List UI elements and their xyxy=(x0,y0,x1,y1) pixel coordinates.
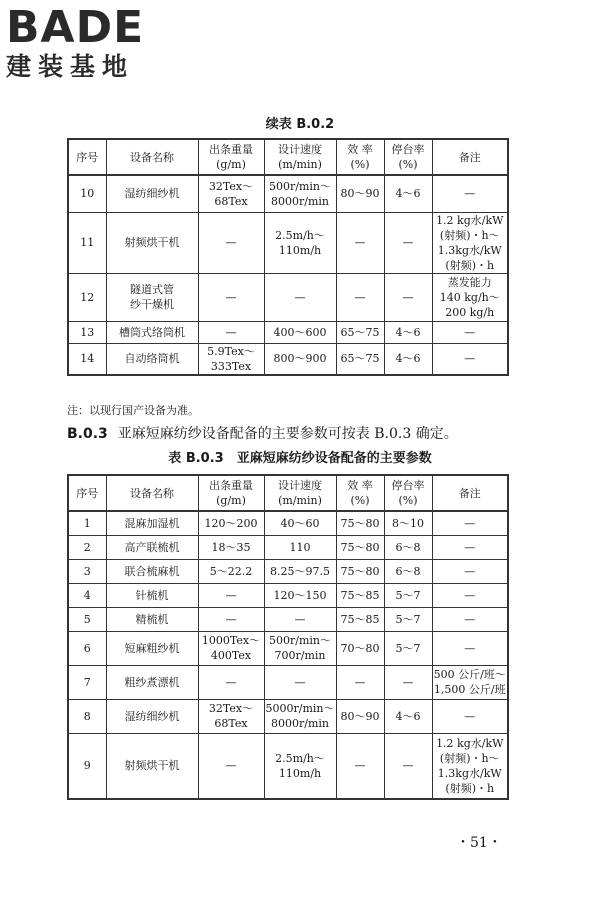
table-cell: 粗纱煮漂机 xyxy=(106,665,198,699)
table-cell: — xyxy=(198,665,264,699)
table-cell: 400～600 xyxy=(264,321,336,343)
table-cell: 9 xyxy=(68,733,106,799)
table-cell: — xyxy=(198,273,264,321)
table-cell: — xyxy=(264,665,336,699)
table-row xyxy=(68,631,508,665)
table-row xyxy=(68,699,508,733)
table-cell: 5 xyxy=(68,607,106,631)
table-cell: — xyxy=(432,175,508,212)
table-row xyxy=(68,535,508,559)
table-cell: 射频烘干机 xyxy=(106,733,198,799)
table-row xyxy=(68,343,508,375)
table-cell: 7 xyxy=(68,665,106,699)
table-row xyxy=(68,175,508,212)
column-header: 设备名称 xyxy=(106,139,198,175)
table-row xyxy=(68,273,508,321)
table-cell: — xyxy=(432,631,508,665)
table-cell: — xyxy=(264,273,336,321)
table-row xyxy=(68,212,508,273)
table-cell: 2.5m/h～ 110m/h xyxy=(264,733,336,799)
table-cell: 12 xyxy=(68,273,106,321)
column-header: 序号 xyxy=(68,475,106,511)
table-cell: 1 xyxy=(68,511,106,535)
table-cell: 75～80 xyxy=(336,559,384,583)
table-cell: 32Tex～ 68Tex xyxy=(198,699,264,733)
table-cell: 4～6 xyxy=(384,321,432,343)
table-cell: 110 xyxy=(264,535,336,559)
column-header: 停台率 (%) xyxy=(384,475,432,511)
table1-header-row xyxy=(68,139,508,175)
table-cell: 针梳机 xyxy=(106,583,198,607)
table-row xyxy=(68,321,508,343)
table-cell: — xyxy=(384,212,432,273)
table-cell: — xyxy=(432,535,508,559)
table-cell: 1.2 kg水/kW (射频)・h～ 1.3kg水/kW (射频)・h xyxy=(432,212,508,273)
table-cell: 5～7 xyxy=(384,631,432,665)
table-cell: — xyxy=(432,583,508,607)
table-cell: — xyxy=(264,607,336,631)
table-cell: 32Tex～ 68Tex xyxy=(198,175,264,212)
column-header: 备注 xyxy=(432,139,508,175)
table-cell: 120～200 xyxy=(198,511,264,535)
column-header: 效 率 (%) xyxy=(336,139,384,175)
table-cell: 8 xyxy=(68,699,106,733)
table-row xyxy=(68,559,508,583)
table-cell: 自动络筒机 xyxy=(106,343,198,375)
table-cell: 4 xyxy=(68,583,106,607)
table-cell: 500r/min～ 8000r/min xyxy=(264,175,336,212)
table-note: 注：以现行国产设备为准。 xyxy=(67,404,199,417)
table-row xyxy=(68,583,508,607)
table-cell: — xyxy=(198,607,264,631)
table-cell: — xyxy=(336,733,384,799)
table-cell: 6 xyxy=(68,631,106,665)
table-cell: 4～6 xyxy=(384,175,432,212)
column-header: 序号 xyxy=(68,139,106,175)
table-cell: 5000r/min～ 8000r/min xyxy=(264,699,336,733)
table-cell: 精梳机 xyxy=(106,607,198,631)
table-cell: — xyxy=(384,665,432,699)
table-cell: 120～150 xyxy=(264,583,336,607)
table-cell: 6～8 xyxy=(384,559,432,583)
table-cell: — xyxy=(432,343,508,375)
logo-wordmark: BADE xyxy=(6,2,145,53)
table-cell: 75～85 xyxy=(336,607,384,631)
table-cell: 5.9Tex～ 333Tex xyxy=(198,343,264,375)
table-cell: 5～7 xyxy=(384,583,432,607)
column-header: 设备名称 xyxy=(106,475,198,511)
table-cell: 湿纺细纱机 xyxy=(106,175,198,212)
page-number: ・51・ xyxy=(456,835,502,851)
table2-header-row xyxy=(68,475,508,511)
table-cell: 5～22.2 xyxy=(198,559,264,583)
table-cell: 5～7 xyxy=(384,607,432,631)
table-cell: 混麻加湿机 xyxy=(106,511,198,535)
table2-caption: 表 B.0.3 亚麻短麻纺纱设备配备的主要参数 xyxy=(168,451,432,466)
table-cell: 8.25～97.5 xyxy=(264,559,336,583)
column-header: 效 率 (%) xyxy=(336,475,384,511)
table-cell: — xyxy=(432,699,508,733)
table-row xyxy=(68,607,508,631)
table-cell: — xyxy=(198,583,264,607)
table-cell: — xyxy=(336,273,384,321)
table-cell: — xyxy=(384,273,432,321)
section-text: 亚麻短麻纺纱设备配备的主要参数可按表 B.0.3 确定。 xyxy=(117,426,458,442)
table-cell: 10 xyxy=(68,175,106,212)
table-cell: 射频烘干机 xyxy=(106,212,198,273)
table-cell: — xyxy=(432,559,508,583)
table-cell: 6～8 xyxy=(384,535,432,559)
table-cell: 短麻粗纱机 xyxy=(106,631,198,665)
table-cell: 11 xyxy=(68,212,106,273)
column-header: 停台率 (%) xyxy=(384,139,432,175)
column-header: 设计速度 (m/min) xyxy=(264,139,336,175)
table-cell: 1000Tex～ 400Tex xyxy=(198,631,264,665)
table-row xyxy=(68,733,508,799)
table-cell: 槽筒式络筒机 xyxy=(106,321,198,343)
table-cell: 500r/min～ 700r/min xyxy=(264,631,336,665)
column-header: 备注 xyxy=(432,475,508,511)
table-cell: 65～75 xyxy=(336,343,384,375)
logo xyxy=(6,2,176,82)
column-header: 出条重量 (g/m) xyxy=(198,475,264,511)
table-row xyxy=(68,511,508,535)
table-cell: 13 xyxy=(68,321,106,343)
section-number: B.0.3 xyxy=(67,426,108,442)
logo-subtitle: 建装基地 xyxy=(6,52,135,81)
table-cell: 湿纺细纱机 xyxy=(106,699,198,733)
table-cell: 8～10 xyxy=(384,511,432,535)
table-cell: 65～75 xyxy=(336,321,384,343)
table-cell: — xyxy=(384,733,432,799)
table-row xyxy=(68,665,508,699)
table-cell: — xyxy=(432,607,508,631)
table-cell: 3 xyxy=(68,559,106,583)
table1-caption: 续表 B.0.2 xyxy=(265,117,335,132)
table-cell: — xyxy=(198,321,264,343)
table-cell: 蒸发能力 140 kg/h～ 200 kg/h xyxy=(432,273,508,321)
table-cell: 80～90 xyxy=(336,699,384,733)
table-cell: 2 xyxy=(68,535,106,559)
table-cell: 14 xyxy=(68,343,106,375)
table-cell: 75～80 xyxy=(336,511,384,535)
table-cell: — xyxy=(336,212,384,273)
table-cell: 高产联梳机 xyxy=(106,535,198,559)
section-heading xyxy=(67,423,458,443)
table-cell: 75～85 xyxy=(336,583,384,607)
table-cell: 80～90 xyxy=(336,175,384,212)
table-cell: 18～35 xyxy=(198,535,264,559)
table-cell: 800～900 xyxy=(264,343,336,375)
table-cell: — xyxy=(336,665,384,699)
table-cell: — xyxy=(198,733,264,799)
column-header: 出条重量 (g/m) xyxy=(198,139,264,175)
table-cell: 2.5m/h～ 110m/h xyxy=(264,212,336,273)
table-cell: 4～6 xyxy=(384,343,432,375)
table-cell: 70～80 xyxy=(336,631,384,665)
table-cell: 联合梳麻机 xyxy=(106,559,198,583)
table-cell: 500 公斤/班～ 1,500 公斤/班 xyxy=(432,665,508,699)
table-cell: — xyxy=(432,511,508,535)
table-b03 xyxy=(67,474,509,800)
table-b02-continued xyxy=(67,138,509,376)
table-cell: 1.2 kg水/kW (射频)・h～ 1.3kg水/kW (射频)・h xyxy=(432,733,508,799)
column-header: 设计速度 (m/min) xyxy=(264,475,336,511)
table-cell: 隧道式管 纱干燥机 xyxy=(106,273,198,321)
table-cell: 75～80 xyxy=(336,535,384,559)
table-cell: 40～60 xyxy=(264,511,336,535)
table-cell: — xyxy=(198,212,264,273)
table-cell: 4～6 xyxy=(384,699,432,733)
table-cell: — xyxy=(432,321,508,343)
